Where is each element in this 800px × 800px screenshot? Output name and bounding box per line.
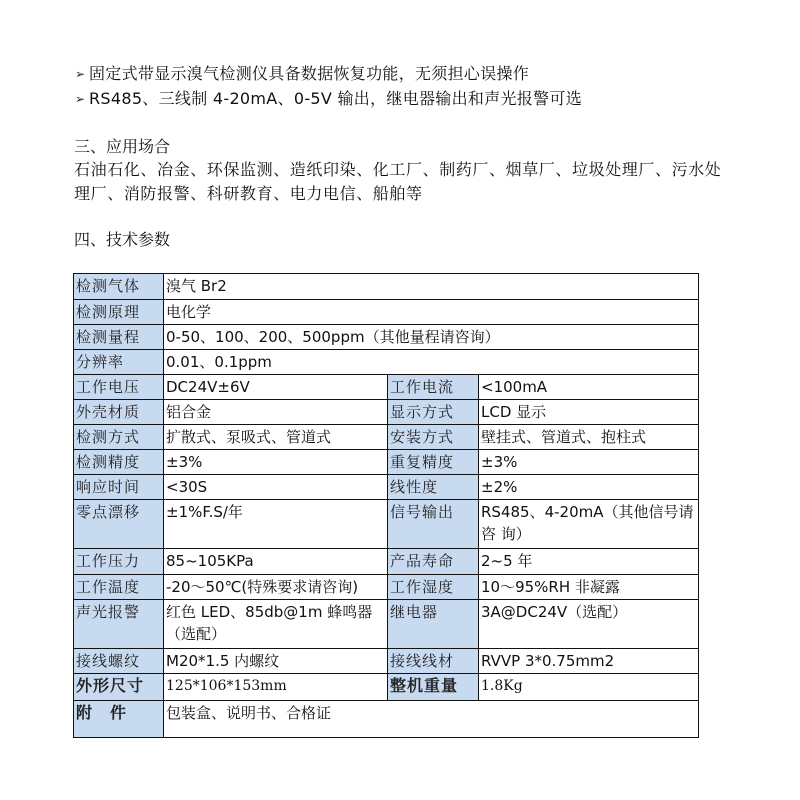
spec-value: 1.8Kg: [479, 674, 699, 701]
table-row: [74, 300, 699, 325]
table-row: [74, 400, 699, 425]
spec-value: 铝合金: [164, 400, 388, 425]
spec-label: 线性度: [388, 475, 479, 500]
spec-table: [73, 273, 699, 738]
spec-label: 外壳材质: [74, 400, 164, 425]
spec-value: -20～50℃(特殊要求请咨询): [164, 575, 388, 600]
spec-value: 电化学: [164, 300, 699, 325]
table-row: [74, 274, 699, 300]
arrow-bullet-icon: ➢: [75, 92, 86, 106]
spec-value: 溴气 Br2: [164, 274, 699, 300]
spec-value: 2~5 年: [479, 549, 699, 575]
spec-label: 响应时间: [74, 475, 164, 500]
spec-label: 安装方式: [388, 425, 479, 450]
spec-label: 工作压力: [74, 549, 164, 575]
spec-label: 重复精度: [388, 450, 479, 475]
spec-label: 检测方式: [74, 425, 164, 450]
spec-value: 0.01、0.1ppm: [164, 350, 699, 375]
spec-value: 125*106*153mm: [164, 674, 388, 701]
spec-value: 3A@DC24V（选配）: [479, 600, 699, 649]
applications-title: 三、应用场合: [74, 137, 171, 156]
table-row: [74, 600, 699, 649]
spec-label: 分辨率: [74, 350, 164, 375]
spec-value: <100mA: [479, 375, 699, 400]
table-row: [74, 649, 699, 674]
spec-value: DC24V±6V: [164, 375, 388, 400]
spec-label: 产品寿命: [388, 549, 479, 575]
spec-label: 工作电压: [74, 375, 164, 400]
table-row: [74, 375, 699, 400]
spec-value: 壁挂式、管道式、抱柱式: [479, 425, 699, 450]
spec-value: 扩散式、泵吸式、管道式: [164, 425, 388, 450]
spec-label: 工作电流: [388, 375, 479, 400]
spec-value: M20*1.5 内螺纹: [164, 649, 388, 674]
spec-value: RVVP 3*0.75mm2: [479, 649, 699, 674]
table-row: [74, 350, 699, 375]
table-row: [74, 575, 699, 600]
table-row: [74, 549, 699, 575]
spec-label: 接线螺纹: [74, 649, 164, 674]
table-row: [74, 325, 699, 350]
spec-label: 继电器: [388, 600, 479, 649]
spec-value: ±1%F.S/年: [164, 500, 388, 549]
spec-label: 接线线材: [388, 649, 479, 674]
spec-label: 检测气体: [74, 274, 164, 300]
spec-label: 附 件: [74, 701, 164, 738]
spec-label: 整机重量: [388, 674, 479, 701]
spec-value: 85~105KPa: [164, 549, 388, 575]
spec-value: LCD 显示: [479, 400, 699, 425]
feature-item: [75, 89, 582, 109]
spec-label: 工作温度: [74, 575, 164, 600]
spec-label: 外形尺寸: [74, 674, 164, 701]
spec-value: 10～95%RH 非凝露: [479, 575, 699, 600]
table-row: [74, 475, 699, 500]
spec-label: 检测精度: [74, 450, 164, 475]
spec-value: RS485、4-20mA（其他信号请咨 询）: [479, 500, 699, 549]
feature-text: RS485、三线制 4-20mA、0-5V 输出，继电器输出和声光报警可选: [89, 89, 583, 108]
spec-value: 红色 LED、85db@1m 蜂鸣器（选配）: [164, 600, 388, 649]
spec-label: 零点漂移: [74, 500, 164, 549]
spec-value: 包装盒、说明书、合格证: [164, 701, 699, 738]
feature-text: 固定式带显示溴气检测仪具备数据恢复功能，无须担心误操作: [89, 64, 530, 83]
spec-label: 检测原理: [74, 300, 164, 325]
spec-value: <30S: [164, 475, 388, 500]
spec-label: 检测量程: [74, 325, 164, 350]
arrow-bullet-icon: ➢: [75, 67, 86, 81]
spec-value: 0-50、100、200、500ppm（其他量程请咨询）: [164, 325, 699, 350]
table-row: [74, 674, 699, 701]
spec-label: 显示方式: [388, 400, 479, 425]
spec-value: ±3%: [164, 450, 388, 475]
spec-label: 信号输出: [388, 500, 479, 549]
spec-value: ±2%: [479, 475, 699, 500]
table-row: [74, 500, 699, 549]
spec-value: ±3%: [479, 450, 699, 475]
specs-title: 四、技术参数: [74, 230, 171, 249]
table-row: [74, 701, 699, 738]
feature-item: [75, 64, 529, 84]
applications-text: 石油石化、冶金、环保监测、造纸印染、化工厂、制药厂、烟草厂、垃圾处理厂、污水处理厂、消防报警、科研教育、电力电信、船舶等: [74, 160, 722, 203]
table-row: [74, 450, 699, 475]
spec-label: 声光报警: [74, 600, 164, 649]
table-row: [74, 425, 699, 450]
spec-label: 工作湿度: [388, 575, 479, 600]
